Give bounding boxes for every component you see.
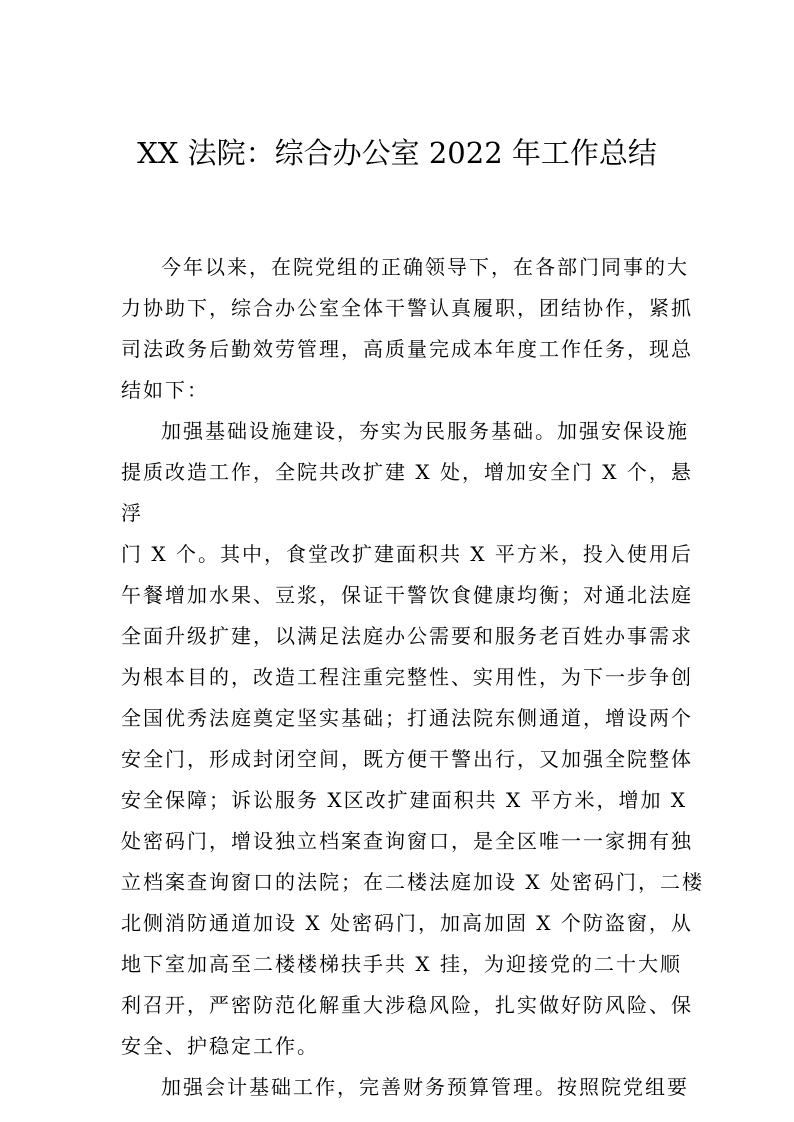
text-line: 加强会计基础工作，完善财务预算管理。按照院党组要 [161, 1075, 689, 1099]
text-line: 为根本目的，改造工程注重完整性、实用性，为下一步争创 [121, 665, 693, 689]
text-line: 加强基础设施建设，夯实为民服务基础。加强安保设施 [161, 419, 689, 443]
text-line: 安全保障；诉讼服务 X区改扩建面积共 X 平方米，增加 X [121, 788, 688, 812]
text-line: 全面升级扩建，以满足法庭办公需要和服务老百姓办事需求 [121, 624, 693, 648]
text-line: 安全、护稳定工作。 [121, 1034, 319, 1058]
text-line: 今年以来，在院党组的正确领导下，在各部门同事的大 [161, 255, 689, 279]
text-line: 力协助下，综合办公室全体干警认真履职，团结协作，紧抓 [121, 296, 693, 320]
text-line: 立档案查询窗口的法院；在二楼法庭加设 X 处密码门，二楼 [121, 870, 704, 894]
text-line: 北侧消防通道加设 X 处密码门，加高加固 X 个防盗窗，从 [121, 911, 693, 935]
text-line: 地下室加高至二楼楼梯扶手共 X 挂，为迎接党的二十大顺 [121, 952, 682, 976]
text-line: 午餐增加水果、豆浆，保证干警饮食健康均衡；对通北法庭 [121, 583, 693, 607]
text-line: 浮 [121, 501, 143, 525]
text-line: 结如下： [121, 378, 209, 402]
text-line: 处密码门，增设独立档案查询窗口，是全区唯一一家拥有独 [121, 829, 693, 853]
text-line: 司法政务后勤效劳管理，高质量完成本年度工作任务，现总 [121, 337, 693, 361]
document-title: XX 法院：综合办公室 2022 年工作总结 [137, 136, 657, 170]
text-line: 利召开，严密防范化解重大涉稳风险，扎实做好防风险、保 [121, 993, 693, 1017]
text-line: 全国优秀法庭奠定坚实基础；打通法院东侧通道，增设两个 [121, 706, 693, 730]
text-line: 安全门，形成封闭空间，既方便干警出行，又加强全院整体 [121, 747, 693, 771]
text-line: 门 X 个。其中，食堂改扩建面积共 X 平方米，投入使用后 [121, 542, 693, 566]
text-line: 提质改造工作，全院共改扩建 X 处，增加安全门 X 个，悬 [121, 460, 693, 484]
